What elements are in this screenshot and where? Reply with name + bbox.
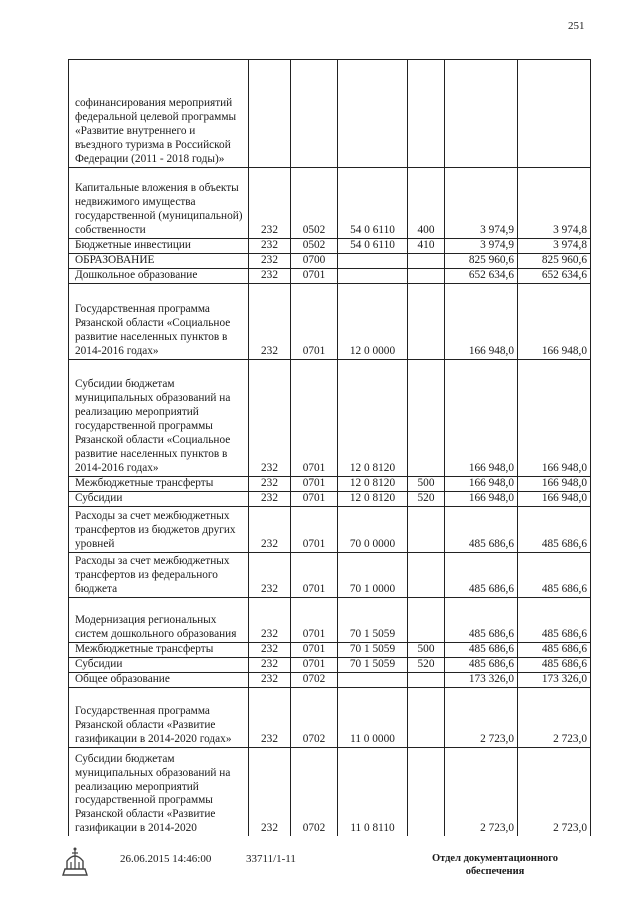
row-target: 54 0 6110 <box>338 168 408 239</box>
row-target: 12 0 8120 <box>338 491 408 506</box>
row-sum-2: 3 974,8 <box>518 168 591 239</box>
row-sum-2: 166 948,0 <box>518 491 591 506</box>
row-name: ОБРАЗОВАНИЕ <box>69 253 249 268</box>
table-row <box>69 283 591 359</box>
row-code: 232 <box>249 747 291 836</box>
row-sum-1: 2 723,0 <box>445 687 518 747</box>
row-target <box>338 672 408 687</box>
row-name: Капитальные вложения в объекты недвижимого имущества государственной (муниципальной) собственности <box>69 168 249 239</box>
row-code: 232 <box>249 657 291 672</box>
row-name: Модернизация региональных систем дошкольного образования <box>69 597 249 642</box>
row-section: 0701 <box>291 491 338 506</box>
row-target <box>338 253 408 268</box>
row-sum-2: 166 948,0 <box>518 283 591 359</box>
row-section: 0701 <box>291 283 338 359</box>
row-section: 0701 <box>291 642 338 657</box>
footer-datetime: 26.06.2015 14:46:00 <box>120 853 212 865</box>
row-section: 0502 <box>291 239 338 254</box>
row-section: 0701 <box>291 268 338 283</box>
row-code: 232 <box>249 687 291 747</box>
row-code: 232 <box>249 552 291 597</box>
table-row <box>69 687 591 747</box>
table-row <box>69 552 591 597</box>
footer-department: Отдел документационного обеспечения <box>431 853 559 877</box>
row-target: 70 1 0000 <box>338 552 408 597</box>
row-name: Субсидии <box>69 491 249 506</box>
row-target <box>338 60 408 168</box>
row-sum-1: 485 686,6 <box>445 506 518 552</box>
row-type <box>408 552 445 597</box>
row-sum-1 <box>445 60 518 168</box>
row-code: 232 <box>249 506 291 552</box>
row-code: 232 <box>249 359 291 476</box>
row-code <box>249 60 291 168</box>
row-sum-2: 166 948,0 <box>518 476 591 491</box>
row-code: 232 <box>249 597 291 642</box>
row-sum-2: 485 686,6 <box>518 597 591 642</box>
row-code: 232 <box>249 491 291 506</box>
row-name: Общее образование <box>69 672 249 687</box>
row-code: 232 <box>249 476 291 491</box>
row-sum-1: 166 948,0 <box>445 476 518 491</box>
row-sum-2: 2 723,0 <box>518 687 591 747</box>
row-sum-1: 173 326,0 <box>445 672 518 687</box>
row-type: 500 <box>408 642 445 657</box>
row-name: Расходы за счет межбюджетных трансфертов из бюджетов других уровней <box>69 506 249 552</box>
row-section: 0702 <box>291 687 338 747</box>
row-name: Расходы за счет межбюджетных трансфертов из федерального бюджета <box>69 552 249 597</box>
row-type <box>408 253 445 268</box>
row-type <box>408 60 445 168</box>
row-code: 232 <box>249 672 291 687</box>
row-sum-2: 825 960,6 <box>518 253 591 268</box>
row-sum-2: 485 686,6 <box>518 552 591 597</box>
row-sum-1: 166 948,0 <box>445 359 518 476</box>
row-type: 520 <box>408 491 445 506</box>
table-row <box>69 268 591 283</box>
row-type <box>408 747 445 836</box>
row-section: 0701 <box>291 657 338 672</box>
row-sum-2: 2 723,0 <box>518 747 591 836</box>
row-target: 54 0 6110 <box>338 239 408 254</box>
row-type <box>408 359 445 476</box>
row-type: 520 <box>408 657 445 672</box>
table-row <box>69 672 591 687</box>
page-number: 251 <box>568 20 585 32</box>
table-row <box>69 253 591 268</box>
row-target: 70 1 5059 <box>338 597 408 642</box>
row-target: 70 1 5059 <box>338 657 408 672</box>
row-sum-1: 2 723,0 <box>445 747 518 836</box>
row-name: Субсидии бюджетам муниципальных образований на реализацию мероприятий государственной программы Рязанской области «Социальное развитие населенных пунктов в 2014-2016 годах» <box>69 359 249 476</box>
row-type <box>408 283 445 359</box>
row-type: 400 <box>408 168 445 239</box>
row-name: софинансирования мероприятий федеральной целевой программы «Развитие внутреннего и въездного туризма в Российской Федерации (2011 - 2018 годы)» <box>69 60 249 168</box>
row-type: 500 <box>408 476 445 491</box>
row-code: 232 <box>249 239 291 254</box>
table-row <box>69 476 591 491</box>
table-row <box>69 491 591 506</box>
row-sum-1: 825 960,6 <box>445 253 518 268</box>
row-target: 70 1 5059 <box>338 642 408 657</box>
row-target: 12 0 8120 <box>338 476 408 491</box>
row-target: 12 0 8120 <box>338 359 408 476</box>
row-sum-2: 485 686,6 <box>518 657 591 672</box>
row-target: 12 0 0000 <box>338 283 408 359</box>
table-body <box>69 60 591 837</box>
row-type <box>408 506 445 552</box>
row-section <box>291 60 338 168</box>
row-name: Межбюджетные трансферты <box>69 642 249 657</box>
row-sum-1: 485 686,6 <box>445 597 518 642</box>
row-sum-1: 166 948,0 <box>445 283 518 359</box>
footer-doc-number: 33711/1-11 <box>246 853 296 865</box>
table-row <box>69 168 591 239</box>
row-type <box>408 268 445 283</box>
row-sum-2: 166 948,0 <box>518 359 591 476</box>
row-code: 232 <box>249 253 291 268</box>
row-section: 0701 <box>291 506 338 552</box>
row-sum-2: 485 686,6 <box>518 642 591 657</box>
emblem-icon <box>58 845 92 879</box>
row-name: Субсидии <box>69 657 249 672</box>
table-row <box>69 60 591 168</box>
row-sum-1: 485 686,6 <box>445 657 518 672</box>
row-name: Субсидии бюджетам муниципальных образований на реализацию мероприятий государственной программы Рязанской области «Развитие газификации в 2014-2020 <box>69 747 249 836</box>
row-section: 0701 <box>291 552 338 597</box>
row-section: 0700 <box>291 253 338 268</box>
row-sum-2: 173 326,0 <box>518 672 591 687</box>
row-section: 0701 <box>291 476 338 491</box>
row-sum-1: 652 634,6 <box>445 268 518 283</box>
table-row <box>69 642 591 657</box>
row-name: Государственная программа Рязанской области «Развитие газификации в 2014-2020 годах» <box>69 687 249 747</box>
row-type <box>408 687 445 747</box>
budget-table <box>68 59 591 836</box>
table-row <box>69 657 591 672</box>
row-type <box>408 672 445 687</box>
row-sum-1: 3 974,9 <box>445 239 518 254</box>
row-sum-2: 652 634,6 <box>518 268 591 283</box>
row-target <box>338 268 408 283</box>
table-row <box>69 239 591 254</box>
row-code: 232 <box>249 642 291 657</box>
row-target: 70 0 0000 <box>338 506 408 552</box>
row-sum-1: 485 686,6 <box>445 552 518 597</box>
row-target: 11 0 0000 <box>338 687 408 747</box>
row-code: 232 <box>249 268 291 283</box>
row-section: 0502 <box>291 168 338 239</box>
row-section: 0702 <box>291 672 338 687</box>
table-row <box>69 747 591 836</box>
row-sum-2: 3 974,8 <box>518 239 591 254</box>
table-row <box>69 359 591 476</box>
row-sum-1: 3 974,9 <box>445 168 518 239</box>
row-type <box>408 597 445 642</box>
row-name: Государственная программа Рязанской области «Социальное развитие населенных пунктов в 2014-2016 годах» <box>69 283 249 359</box>
row-section: 0702 <box>291 747 338 836</box>
row-target: 11 0 8110 <box>338 747 408 836</box>
row-name: Дошкольное образование <box>69 268 249 283</box>
row-sum-2 <box>518 60 591 168</box>
row-sum-2: 485 686,6 <box>518 506 591 552</box>
row-sum-1: 166 948,0 <box>445 491 518 506</box>
table-row <box>69 597 591 642</box>
row-code: 232 <box>249 168 291 239</box>
row-name: Бюджетные инвестиции <box>69 239 249 254</box>
table-row <box>69 506 591 552</box>
row-name: Межбюджетные трансферты <box>69 476 249 491</box>
row-code: 232 <box>249 283 291 359</box>
row-sum-1: 485 686,6 <box>445 642 518 657</box>
row-section: 0701 <box>291 359 338 476</box>
row-section: 0701 <box>291 597 338 642</box>
row-type: 410 <box>408 239 445 254</box>
